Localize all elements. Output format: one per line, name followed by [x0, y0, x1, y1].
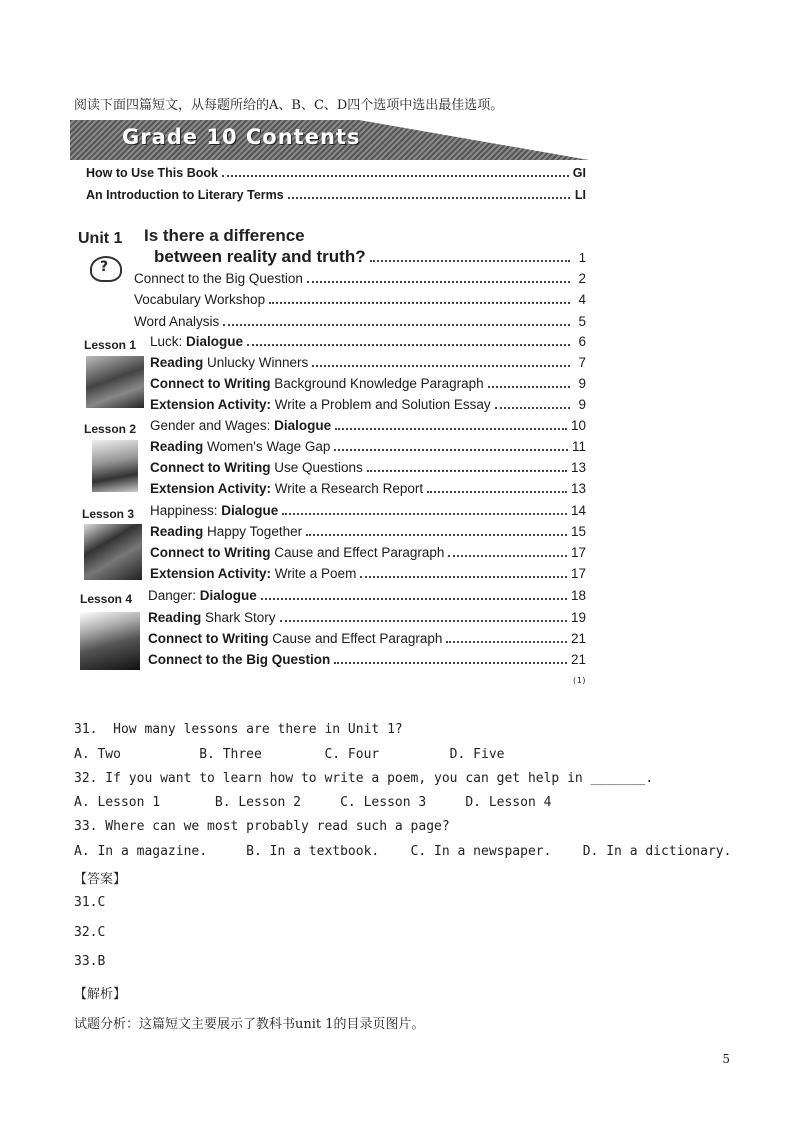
- toc-row: Happiness: Dialogue 14: [150, 503, 586, 518]
- question-mark-icon: ?: [90, 256, 122, 282]
- question-31: 31. How many lessons are there in Unit 1?: [74, 722, 403, 737]
- contents-page-image: [68, 120, 590, 690]
- question-31-options: A. Two B. Three C. Four D. Five: [74, 747, 505, 762]
- toc-row: Connect to the Big Question 21: [148, 652, 586, 667]
- answer-33: 33.B: [74, 954, 106, 969]
- question-33-options: A. In a magazine. B. In a textbook. C. In a newspaper. D. In a dictionary.: [74, 844, 732, 859]
- answer-header: 【答案】: [74, 872, 127, 887]
- toc-row: Reading Unlucky Winners 7: [150, 355, 586, 370]
- toc-row: Extension Activity: Write a Poem 17: [150, 566, 586, 581]
- toc-row: between reality and truth? 1: [154, 247, 586, 266]
- lesson-photo: [86, 356, 144, 408]
- banner-title: Grade 10 Contents: [122, 125, 361, 149]
- answer-31: 31.C: [74, 895, 106, 910]
- toc-row: Connect to Writing Cause and Effect Paragraph 17: [150, 545, 586, 560]
- question-32: 32. If you want to learn how to write a poem, you can get help in _______.: [74, 771, 654, 786]
- toc-row: Connect to Writing Cause and Effect Paragraph 21: [148, 631, 586, 646]
- toc-row: Connect to Writing Use Questions 13: [150, 460, 586, 475]
- toc-row: Extension Activity: Write a Problem and Solution Essay 9: [150, 397, 586, 412]
- toc-row: An Introduction to Literary Terms LI: [86, 188, 586, 202]
- toc-row: Vocabulary Workshop 4: [134, 292, 586, 307]
- contents-banner: [70, 120, 588, 160]
- page-number: 5: [722, 1052, 730, 1066]
- toc-row: Word Analysis 5: [134, 314, 586, 329]
- scan-footer-mark: (1): [572, 676, 587, 685]
- toc-row: Gender and Wages: Dialogue 10: [150, 418, 586, 433]
- question-32-options: A. Lesson 1 B. Lesson 2 C. Lesson 3 D. Lesson 4: [74, 795, 552, 810]
- answer-32: 32.C: [74, 925, 106, 940]
- toc-row: Luck: Dialogue 6: [150, 334, 586, 349]
- toc-row: Connect to Writing Background Knowledge Paragraph 9: [150, 376, 586, 391]
- lesson-photo: [80, 612, 140, 670]
- lesson-label: Lesson 3: [82, 507, 135, 521]
- toc-row: Danger: Dialogue 18: [148, 588, 586, 603]
- analysis-header: 【解析】: [74, 987, 127, 1002]
- toc-row: Connect to the Big Question 2: [134, 271, 586, 286]
- instructions: 阅读下面四篇短文，从每题所给的A、B、C、D四个选项中选出最佳选项。: [74, 98, 504, 113]
- toc-row: Extension Activity: Write a Research Report 13: [150, 481, 586, 496]
- toc-row: How to Use This Book GI: [86, 166, 586, 180]
- toc-row: Reading Women's Wage Gap 11: [150, 439, 586, 454]
- lesson-label: Lesson 2: [84, 422, 137, 436]
- analysis-text: 试题分析：这篇短文主要展示了教科书unit 1的目录页图片。: [74, 1017, 425, 1032]
- question-33: 33. Where can we most probably read such a page?: [74, 819, 450, 834]
- lesson-photo: [84, 524, 142, 580]
- unit-label: Unit 1: [78, 230, 123, 247]
- toc-row: Reading Shark Story 19: [148, 610, 586, 625]
- toc-row: Reading Happy Together 15: [150, 524, 586, 539]
- lesson-photo: [92, 440, 138, 492]
- unit-title: Is there a difference: [144, 226, 305, 245]
- lesson-label: Lesson 1: [84, 338, 137, 352]
- lesson-label: Lesson 4: [80, 592, 133, 606]
